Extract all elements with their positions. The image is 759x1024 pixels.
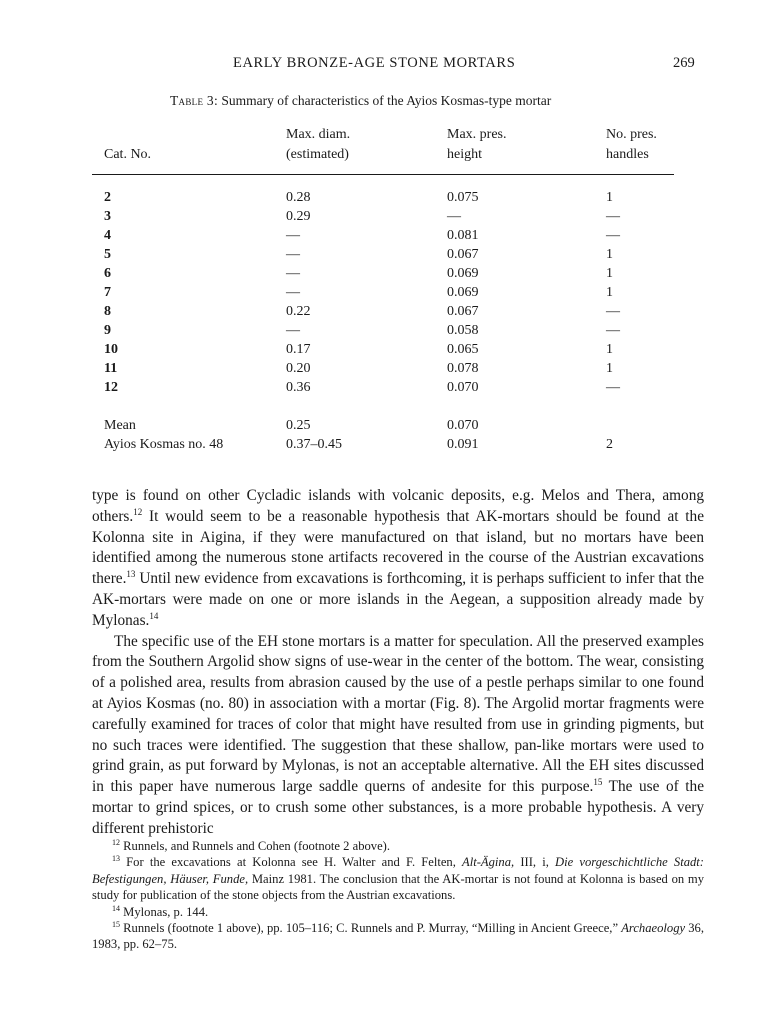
cell-cat-no: Ayios Kosmas no. 48 bbox=[104, 437, 224, 452]
cell-height: 0.070 bbox=[447, 418, 479, 433]
cell-diam: 0.29 bbox=[286, 209, 311, 224]
cell-height: 0.069 bbox=[447, 285, 479, 300]
cell-cat-no: 8 bbox=[104, 304, 111, 319]
cell-handles: — bbox=[606, 323, 620, 338]
cell-height: 0.067 bbox=[447, 247, 479, 262]
header-handles bbox=[606, 125, 657, 165]
cell-cat-no: 3 bbox=[104, 209, 111, 224]
cell-diam: — bbox=[286, 228, 300, 243]
paragraph-2 bbox=[92, 632, 704, 840]
footnote-number: 14 bbox=[112, 903, 120, 913]
footnote-text: 36, 1983, pp. 62–75. bbox=[92, 921, 704, 952]
cell-height: 0.058 bbox=[447, 323, 479, 338]
header-max-diam bbox=[286, 125, 350, 165]
cell-cat-no: 2 bbox=[104, 190, 111, 205]
cell-diam: 0.28 bbox=[286, 190, 311, 205]
paragraph-1-part-c: Until new evidence from excavations is forthcoming, it is perhaps sufficient to infer that the AK-mortars were made on one or more islands in the Aegean, a supposition already made by Mylonas. bbox=[92, 570, 704, 629]
header-max-height bbox=[447, 125, 507, 165]
table-row bbox=[0, 245, 759, 264]
header-cat-no: Cat. No. bbox=[104, 147, 152, 162]
header-max-diam-line2: (estimated) bbox=[286, 147, 349, 162]
table-row bbox=[0, 207, 759, 226]
cell-diam: — bbox=[286, 323, 300, 338]
cell-cat-no: 12 bbox=[104, 380, 118, 395]
paragraph-1 bbox=[92, 486, 704, 632]
cell-height: 0.069 bbox=[447, 266, 479, 281]
footnote-text: Mylonas, p. 144. bbox=[120, 904, 209, 919]
cell-height: 0.067 bbox=[447, 304, 479, 319]
table-row bbox=[0, 359, 759, 378]
cell-handles: — bbox=[606, 380, 620, 395]
cell-height: 0.065 bbox=[447, 342, 479, 357]
cell-diam: 0.37–0.45 bbox=[286, 437, 342, 452]
header-max-diam-line1: Max. diam. bbox=[286, 127, 351, 142]
header-max-height-line2: height bbox=[447, 147, 482, 162]
cell-cat-no: 9 bbox=[104, 323, 111, 338]
footnote-italic-title: Alt-Ägina, bbox=[462, 855, 515, 870]
cell-handles: 1 bbox=[606, 361, 613, 376]
footnote-15 bbox=[92, 920, 704, 953]
footnote-text: Mainz 1981. The conclusion that the AK-mortar is not found at Kolonna is based on my study for publication of the stone objects from the Austrian excavations. bbox=[92, 871, 704, 903]
cell-handles: — bbox=[606, 304, 620, 319]
footnote-ref: 12 bbox=[133, 506, 143, 517]
cell-handles: 2 bbox=[606, 437, 613, 452]
cell-height: 0.075 bbox=[447, 190, 479, 205]
cell-handles: 1 bbox=[606, 266, 613, 281]
table-row bbox=[0, 340, 759, 359]
footnote-text: Runnels (footnote 1 above), pp. 105–116; C. Runnels and P. Murray, “Milling in Ancient Greece,” bbox=[120, 921, 622, 936]
footnote-ref: 13 bbox=[126, 569, 136, 580]
footnote-number: 15 bbox=[112, 920, 120, 930]
cell-diam: — bbox=[286, 285, 300, 300]
cell-height: 0.078 bbox=[447, 361, 479, 376]
table-caption-label: Table 3: bbox=[170, 93, 219, 108]
cell-handles: 1 bbox=[606, 247, 613, 262]
footnote-13 bbox=[92, 854, 704, 903]
cell-cat-no: 6 bbox=[104, 266, 111, 281]
running-title: EARLY BRONZE-AGE STONE MORTARS bbox=[233, 55, 516, 71]
table-row bbox=[0, 226, 759, 245]
cell-handles: — bbox=[606, 209, 620, 224]
table-header-rule bbox=[92, 174, 674, 175]
cell-handles: 1 bbox=[606, 342, 613, 357]
footnote-number: 13 bbox=[112, 854, 120, 864]
cell-cat-no: 4 bbox=[104, 228, 111, 243]
paragraph-2-part-a: The specific use of the EH stone mortars is a matter for speculation. All the preserved examples from the Southern Argolid show signs of use-wear in the center of the bottom. The wear, consisting of a polished area, results from abrasion caused by the use of a pestle perhaps similar to one found at Ayios Kosmas (no. 80) in association with a mortar (Fig. 8). The Argolid mortar fragments were carefully examined for traces of color that might have resulted from use in grinding pigments, but no such traces were identified. The suggestion that these shallow, pan-like mortars were used to grind grain, as put forward by Mylonas, is not an acceptable alternative. All the EH sites discussed in this paper have numerous large saddle querns of andesite for this purpose. bbox=[92, 632, 704, 796]
header-max-height-line1: Max. pres. bbox=[447, 127, 507, 142]
table-row bbox=[0, 302, 759, 321]
cell-cat-no: 11 bbox=[104, 361, 118, 376]
cell-cat-no: 7 bbox=[104, 285, 111, 300]
cell-height: — bbox=[447, 209, 461, 224]
footnote-italic-title: Die vorgeschichtliche Stadt: Befestigungen, Häuser, Funde, bbox=[92, 855, 704, 886]
body-text bbox=[92, 486, 704, 840]
page-number: 269 bbox=[673, 55, 695, 71]
cell-cat-no: 10 bbox=[104, 342, 118, 357]
cell-diam: 0.25 bbox=[286, 418, 311, 433]
cell-height: 0.091 bbox=[447, 437, 479, 452]
footnote-12 bbox=[92, 838, 704, 854]
cell-handles: 1 bbox=[606, 190, 613, 205]
footnote-text: III, i, bbox=[514, 855, 556, 870]
footnote-italic-title: Archaeology bbox=[621, 921, 686, 936]
table-row bbox=[0, 321, 759, 340]
table-row bbox=[0, 378, 759, 397]
footnote-14 bbox=[92, 904, 704, 920]
cell-diam: 0.22 bbox=[286, 304, 311, 319]
paragraph-1-part-a: type is found on other Cycladic islands with volcanic deposits, e.g. Melos and Thera, among others. bbox=[92, 487, 704, 525]
footnote-number: 12 bbox=[112, 838, 120, 847]
table-row bbox=[0, 264, 759, 283]
table-caption bbox=[170, 93, 551, 109]
cell-diam: — bbox=[286, 247, 300, 262]
cell-diam: 0.36 bbox=[286, 380, 311, 395]
cell-cat-no: 5 bbox=[104, 247, 111, 262]
paragraph-1-part-b: It would seem to be a reasonable hypothesis that AK-mortars should be found at the Kolonna site in Aigina, if they were manufactured on that island, but no mortars have been identified among the numerous stone artifacts recovered in the course of the Austrian excavations there. bbox=[92, 507, 704, 588]
cell-height: 0.070 bbox=[447, 380, 479, 395]
header-handles-line1: No. pres. bbox=[606, 127, 657, 142]
table-row bbox=[0, 188, 759, 207]
table-row-mean bbox=[0, 416, 759, 435]
cell-diam: 0.17 bbox=[286, 342, 311, 357]
footnote-text: Runnels, and Runnels and Cohen (footnote 2 above). bbox=[120, 839, 391, 853]
table-row-ayios-kosmas bbox=[0, 435, 759, 454]
footnote-ref: 15 bbox=[593, 777, 603, 788]
cell-height: 0.081 bbox=[447, 228, 479, 243]
paragraph-2-part-b: The use of the mortar to grind spices, or to crush some other substances, is a more probable hypothesis. A very different prehistoric bbox=[92, 778, 704, 837]
footnote-text: For the excavations at Kolonna see H. Walter and F. Felten, bbox=[120, 855, 463, 870]
table-row bbox=[0, 283, 759, 302]
cell-diam: — bbox=[286, 266, 300, 281]
cell-diam: 0.20 bbox=[286, 361, 311, 376]
header-handles-line2: handles bbox=[606, 147, 649, 162]
footnote-ref: 14 bbox=[149, 610, 159, 621]
table-caption-text: Summary of characteristics of the Ayios Kosmas-type mortar bbox=[221, 93, 552, 108]
cell-handles: 1 bbox=[606, 285, 613, 300]
footnotes bbox=[92, 838, 704, 953]
cell-cat-no: Mean bbox=[104, 418, 136, 433]
running-head bbox=[0, 55, 759, 75]
cell-handles: — bbox=[606, 228, 620, 243]
